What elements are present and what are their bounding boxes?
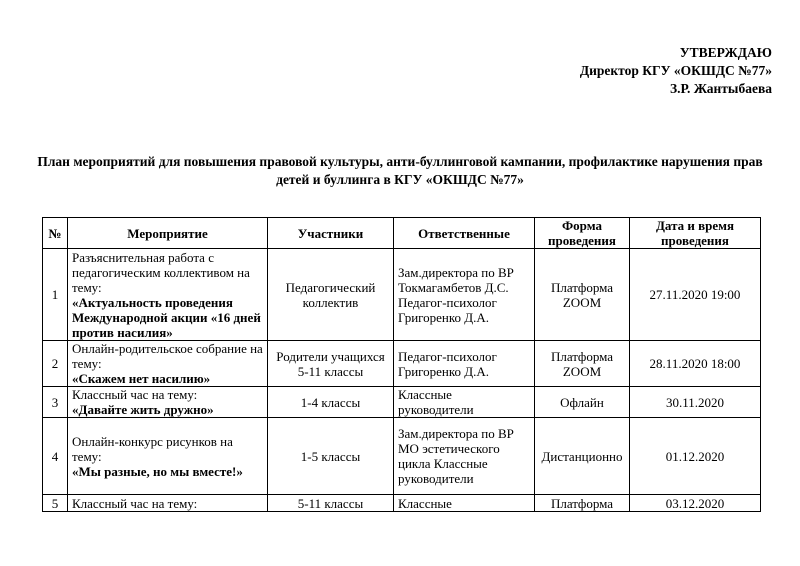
responsible-cell: Педагог-психолог Григоренко Д.А.	[394, 341, 535, 387]
participants-cell: 1-5 классы	[268, 418, 394, 495]
header-responsible: Ответственные	[394, 218, 535, 249]
approval-heading: УТВЕРЖДАЮ	[679, 45, 772, 60]
event-topic: «Актуальность проведения Международной акции «16 дней против насилия»	[72, 294, 261, 340]
responsible-cell: Классные	[394, 495, 535, 512]
responsible-cell: Зам.директора по ВР Токмагамбетов Д.С. Педагог-психолог Григоренко Д.А.	[394, 249, 535, 341]
responsible-cell: Зам.директора по ВР МО эстетического цикла Классные руководители	[394, 418, 535, 495]
event-cell	[68, 495, 268, 512]
header-event: Мероприятие	[68, 218, 268, 249]
event-cell	[68, 418, 268, 495]
form-cell: Дистанционно	[535, 418, 630, 495]
form-cell: Платформа	[535, 495, 630, 512]
events-table	[42, 217, 761, 512]
row-number: 1	[43, 249, 68, 341]
date-cell: 01.12.2020	[630, 418, 761, 495]
table-row	[43, 418, 761, 495]
event-cell	[68, 387, 268, 418]
form-cell: Офлайн	[535, 387, 630, 418]
participants-cell: Родители учащихся 5-11 классы	[268, 341, 394, 387]
document-title-line-1: План мероприятий для повышения правовой культуры, анти-буллинговой кампании, профилактике нарушения прав	[37, 154, 763, 169]
table-row	[43, 341, 761, 387]
event-description: Онлайн-конкурс рисунков на тему:	[72, 433, 233, 464]
form-cell: Платформа ZOOM	[535, 341, 630, 387]
event-description: Классный час на тему:	[72, 495, 198, 511]
header-date: Дата и время проведения	[630, 218, 761, 249]
header-number: №	[43, 218, 68, 249]
approval-block	[580, 44, 772, 98]
participants-cell: 1-4 классы	[268, 387, 394, 418]
document-title-line-2: детей и буллинга в КГУ «ОКШДС №77»	[276, 172, 524, 187]
document-title	[20, 153, 780, 189]
approval-position: Директор КГУ «ОКШДС №77»	[579, 63, 772, 78]
event-description: Классный час на тему:	[72, 387, 198, 402]
event-cell	[68, 341, 268, 387]
date-cell: 30.11.2020	[630, 387, 761, 418]
responsible-cell: Классные руководители	[394, 387, 535, 418]
approval-signatory: З.Р. Жантыбаева	[669, 81, 772, 96]
event-cell	[68, 249, 268, 341]
participants-cell: Педагогический коллектив	[268, 249, 394, 341]
event-topic: «Давайте жить дружно»	[72, 402, 214, 417]
event-description: Разъяснительная работа с педагогическим коллективом на тему:	[72, 249, 250, 295]
form-cell: Платформа ZOOM	[535, 249, 630, 341]
participants-cell: 5-11 классы	[268, 495, 394, 512]
date-cell: 28.11.2020 18:00	[630, 341, 761, 387]
table-row	[43, 249, 761, 341]
event-topic: «Скажем нет насилию»	[72, 371, 211, 386]
date-cell: 03.12.2020	[630, 495, 761, 512]
event-description: Онлайн-родительское собрание на тему:	[72, 341, 263, 371]
event-topic: «Мы разные, но мы вместе!»	[72, 463, 243, 479]
header-form: Форма проведения	[535, 218, 630, 249]
header-participants: Участники	[268, 218, 394, 249]
table-row	[43, 495, 761, 512]
table-row	[43, 387, 761, 418]
table-header-row	[43, 218, 761, 249]
row-number: 3	[43, 387, 68, 418]
date-cell: 27.11.2020 19:00	[630, 249, 761, 341]
row-number: 4	[43, 418, 68, 495]
row-number: 2	[43, 341, 68, 387]
row-number: 5	[43, 495, 68, 512]
